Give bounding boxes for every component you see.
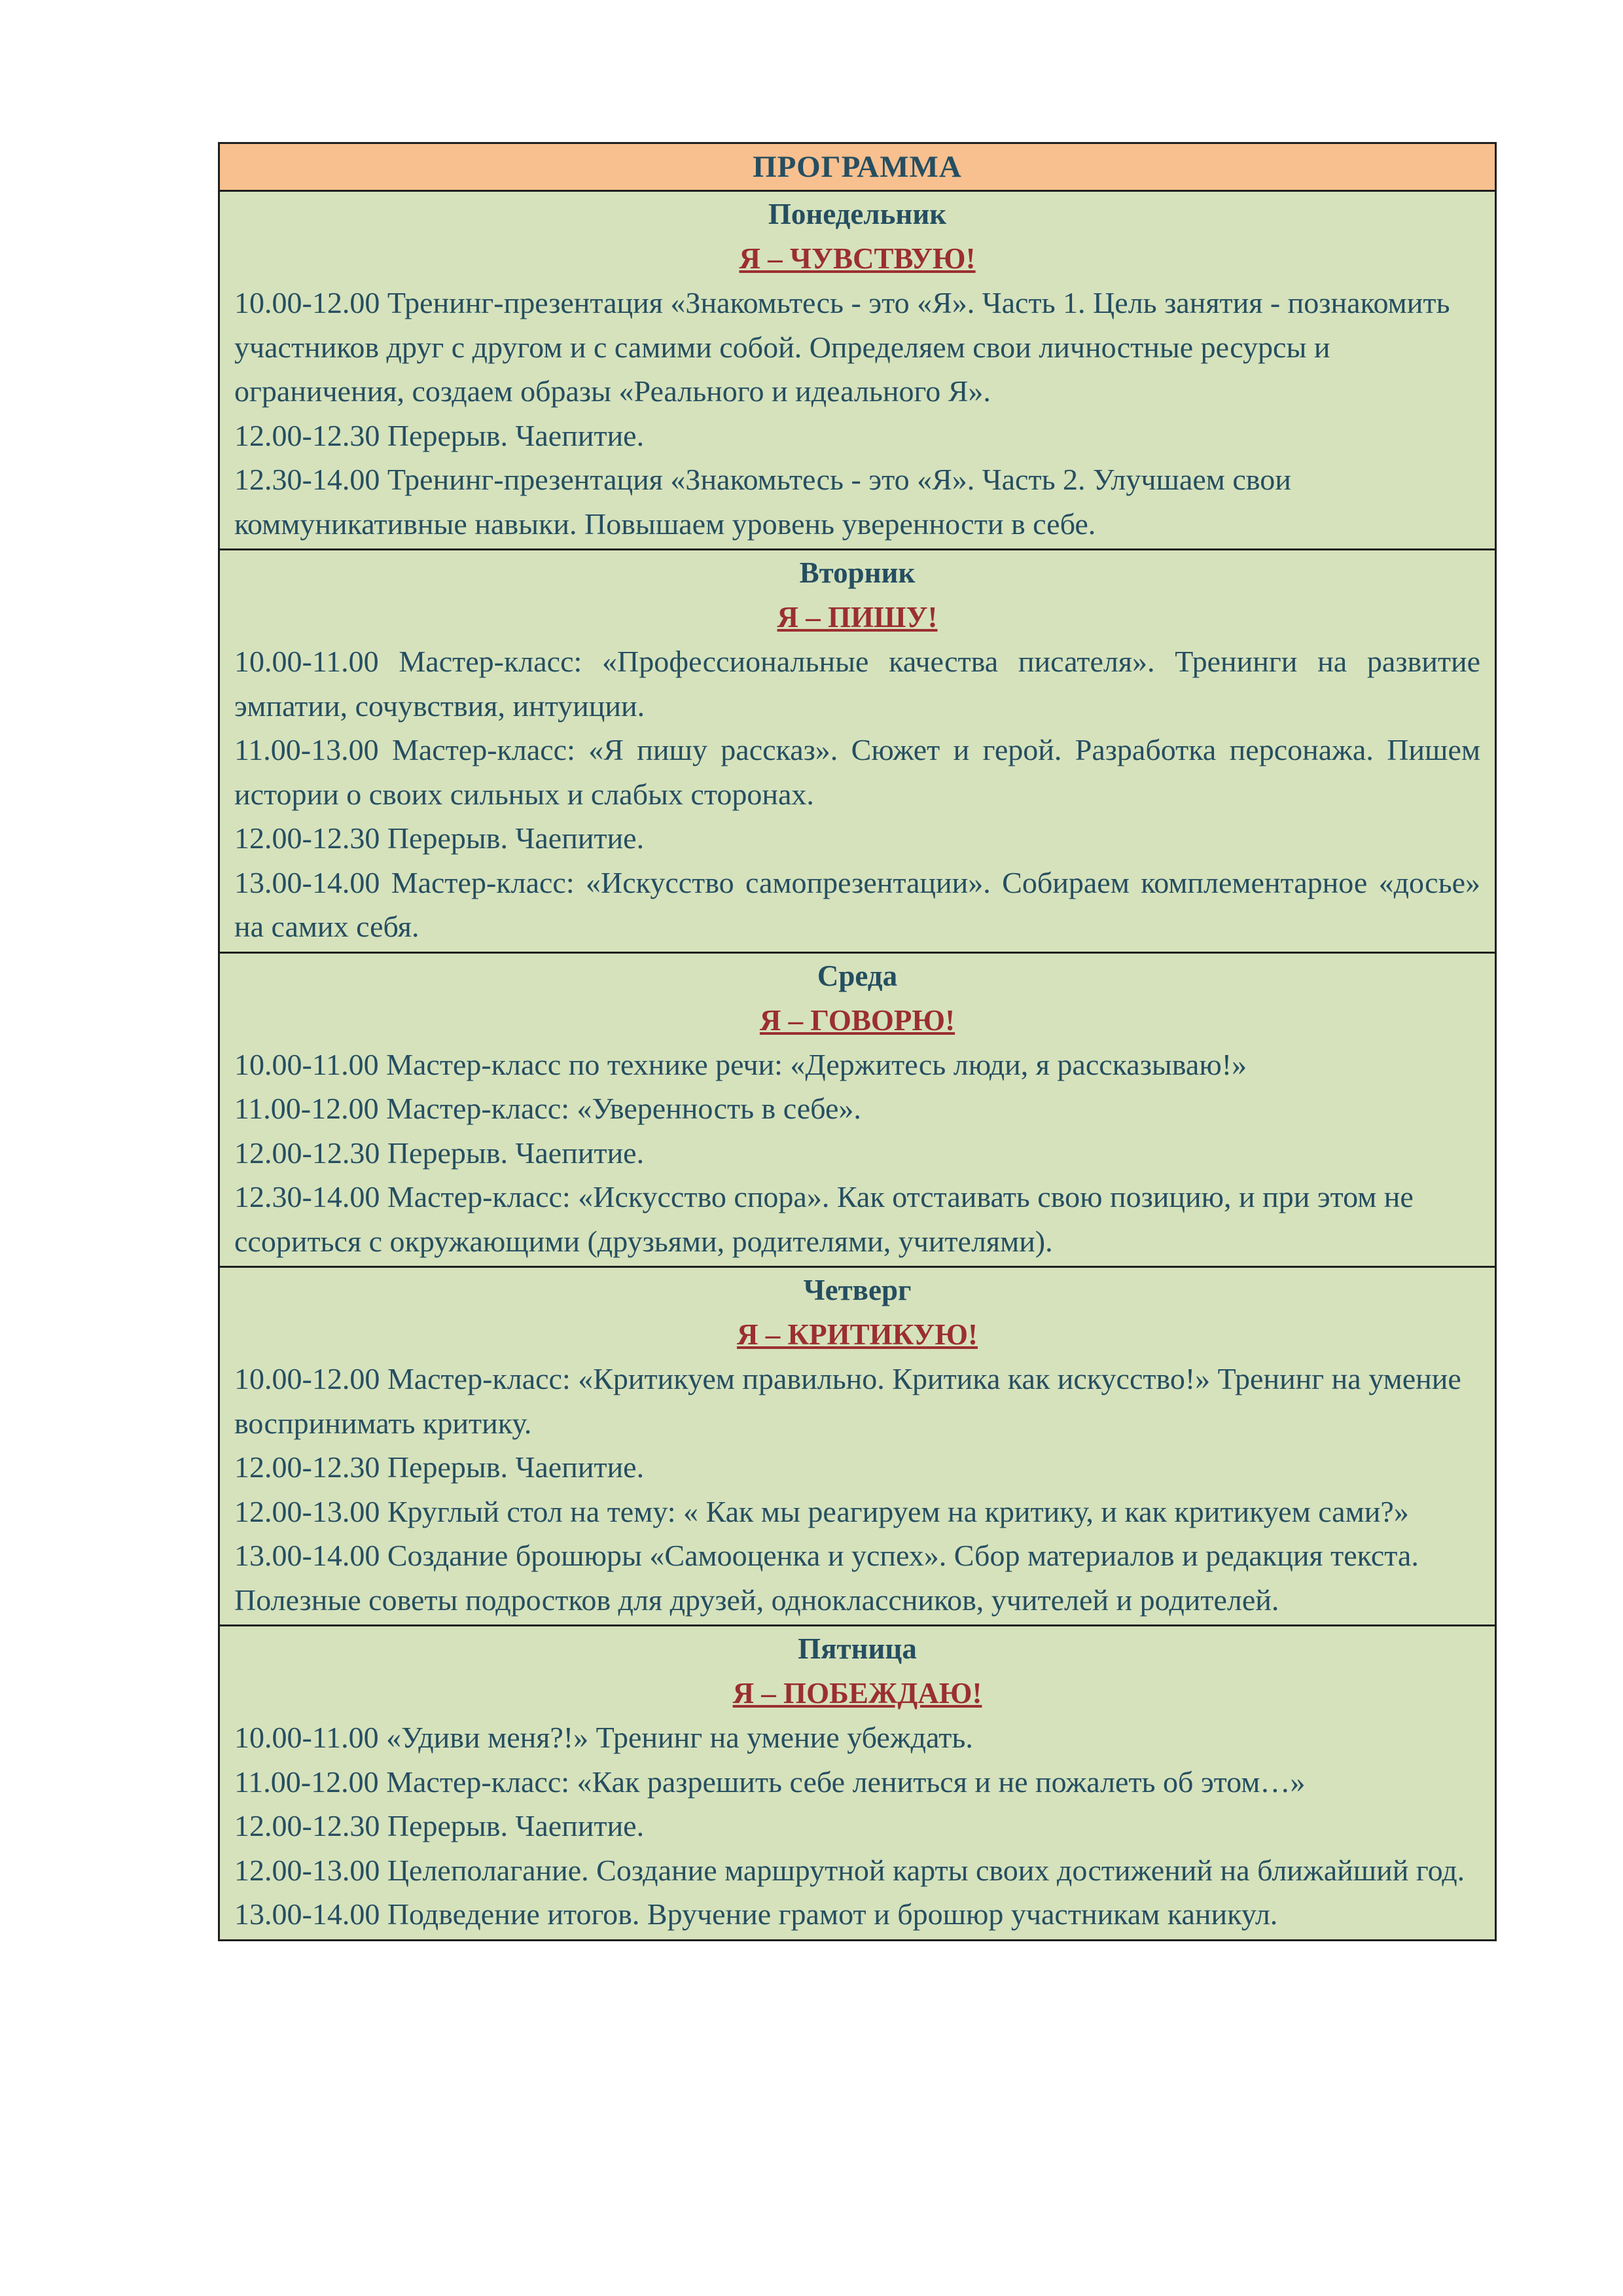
schedule-item: 10.00-11.00 Мастер-класс по технике речи: «Держитесь люди, я рассказываю!» bbox=[234, 1047, 1247, 1081]
schedule-list bbox=[234, 1043, 1480, 1264]
schedule-item: 11.00-12.00 Мастер-класс: «Как разрешить себе лениться и не пожалеть об этом…» bbox=[234, 1765, 1306, 1799]
schedule-item: 11.00-12.00 Мастер-класс: «Уверенность в себе». bbox=[234, 1092, 861, 1125]
day-monday bbox=[220, 192, 1495, 550]
schedule-item: 12.00-12.30 Перерыв. Чаепитие. bbox=[234, 1450, 645, 1484]
schedule-list bbox=[234, 639, 1480, 949]
program-table bbox=[218, 142, 1497, 1941]
day-motto: Я – ЧУВСТВУЮ! bbox=[739, 242, 976, 275]
day-thursday bbox=[220, 1268, 1495, 1626]
schedule-item: 12.00-13.00 Круглый стол на тему: « Как мы реагируем на критику, и как критикуем сами?» bbox=[234, 1494, 1409, 1528]
schedule-item: 11.00-13.00 Мастер-класс: «Я пишу рассказ». Сюжет и герой. Разработка персонажа. Пишем истории о своих сильных и слабых сторонах. bbox=[234, 733, 1480, 811]
schedule-item: 12.00-12.30 Перерыв. Чаепитие. bbox=[234, 1809, 645, 1842]
day-title: Понедельник bbox=[768, 198, 947, 230]
day-motto: Я – ГОВОРЮ! bbox=[759, 1003, 955, 1037]
schedule-list bbox=[234, 281, 1480, 546]
schedule-list bbox=[234, 1715, 1480, 1937]
schedule-item: 12.00-12.30 Перерыв. Чаепитие. bbox=[234, 1136, 645, 1170]
schedule-item: 12.00-13.00 Целеполагание. Создание маршрутной карты своих достижений на ближайший год. bbox=[234, 1853, 1465, 1887]
schedule-item: 10.00-12.00 Тренинг-презентация «Знакомьтесь - это «Я». Часть 1. Цель занятия - познакомить участников друг с другом и с самими собой. Определяем свои личностные ресурсы и ограничения, создаем образы «Реального и идеального Я». bbox=[234, 286, 1450, 408]
day-title: Четверг bbox=[803, 1274, 912, 1306]
day-title: Пятница bbox=[798, 1632, 917, 1665]
day-title: Среда bbox=[817, 959, 898, 992]
schedule-item: 12.30-14.00 Мастер-класс: «Искусство спора». Как отстаивать свою позицию, и при этом не ссориться с окружающими (друзьями, родителями, учителями). bbox=[234, 1180, 1414, 1258]
schedule-item: 12.00-12.30 Перерыв. Чаепитие. bbox=[234, 418, 645, 452]
schedule-item: 10.00-11.00 «Удиви меня?!» Тренинг на умение убеждать. bbox=[234, 1721, 973, 1754]
day-motto: Я – ПИШУ! bbox=[777, 601, 938, 634]
schedule-list bbox=[234, 1357, 1480, 1622]
schedule-item: 10.00-12.00 Мастер-класс: «Критикуем правильно. Критика как искусство!» Тренинг на умение воспринимать критику. bbox=[234, 1362, 1461, 1440]
schedule-item: 12.00-12.30 Перерыв. Чаепитие. bbox=[234, 821, 645, 855]
day-motto: Я – КРИТИКУЮ! bbox=[736, 1318, 978, 1351]
schedule-item: 10.00-11.00 Мастер-класс: «Профессиональные качества писателя». Тренинги на развитие эмпатии, сочувствия, интуиции. bbox=[234, 645, 1480, 723]
schedule-item: 13.00-14.00 Создание брошюры «Самооценка и успех». Сбор материалов и редакция текста. Полезные советы подростков для друзей, одноклассников, учителей и родителей. bbox=[234, 1539, 1419, 1617]
day-tuesday bbox=[220, 550, 1495, 954]
schedule-item: 12.30-14.00 Тренинг-презентация «Знакомьтесь - это «Я». Часть 2. Улучшаем свои коммуникативные навыки. Повышаем уровень уверенности в себе. bbox=[234, 463, 1291, 541]
schedule-item: 13.00-14.00 Подведение итогов. Вручение грамот и брошюр участникам каникул. bbox=[234, 1897, 1278, 1931]
schedule-item: 13.00-14.00 Мастер-класс: «Искусство самопрезентации». Собираем комплементарное «досье» на самих себя. bbox=[234, 865, 1480, 943]
day-motto: Я – ПОБЕЖДАЮ! bbox=[732, 1677, 982, 1710]
day-wednesday bbox=[220, 954, 1495, 1268]
day-title: Вторник bbox=[799, 556, 916, 589]
day-friday bbox=[220, 1626, 1495, 1939]
program-title: ПРОГРАММА bbox=[220, 144, 1495, 192]
